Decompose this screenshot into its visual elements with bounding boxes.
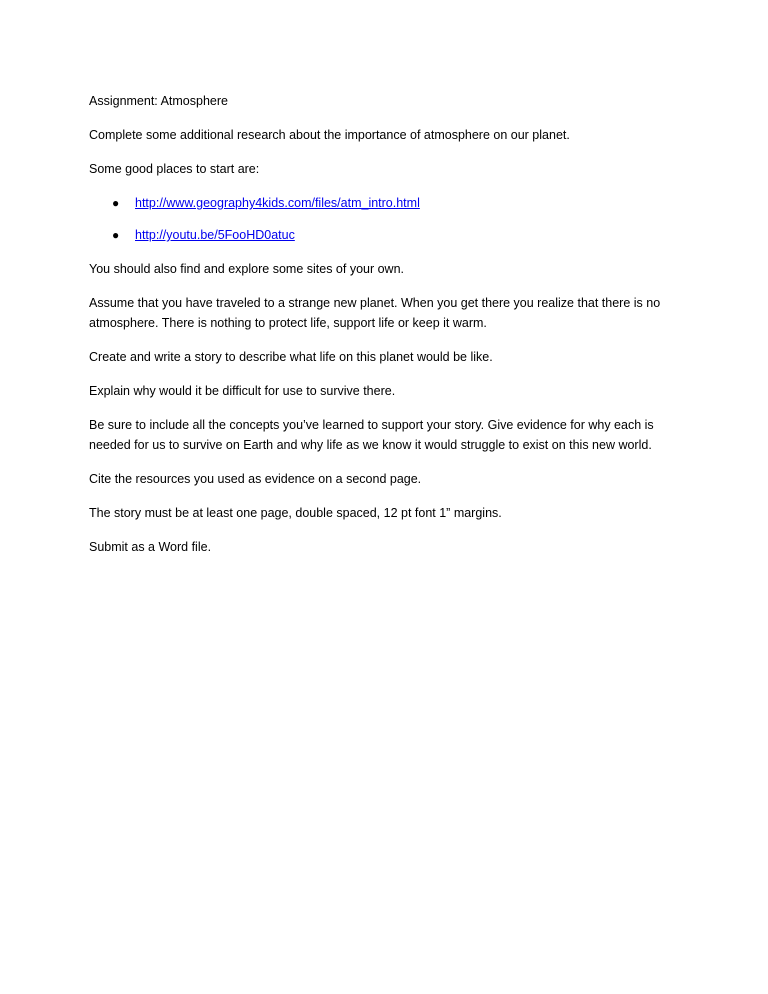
resource-link-youtube[interactable]: http://youtu.be/5FooHD0atuc	[135, 228, 295, 242]
explore-paragraph: You should also find and explore some sites of your own.	[89, 262, 405, 276]
document-body	[89, 91, 689, 571]
intro-paragraph: Complete some additional research about the importance of atmosphere on our planet.	[89, 128, 570, 142]
cite-paragraph: Cite the resources you used as evidence on a second page.	[89, 472, 422, 486]
places-lead-paragraph: Some good places to start are:	[89, 162, 260, 176]
assignment-title: Assignment: Atmosphere	[89, 94, 228, 108]
explain-paragraph: Explain why would it be difficult for use to survive there.	[89, 384, 396, 398]
list-item	[89, 193, 689, 213]
resource-link-list	[89, 193, 689, 245]
requirements-paragraph: The story must be at least one page, double spaced, 12 pt font 1” margins.	[89, 506, 502, 520]
list-item	[89, 225, 689, 245]
submit-paragraph: Submit as a Word file.	[89, 540, 212, 554]
concepts-paragraph: Be sure to include all the concepts you’ve learned to support your story. Give evidence for why each is needed for us to survive on Earth and why life as we know it would struggle to exist on this new world.	[89, 418, 654, 452]
scenario-paragraph: Assume that you have traveled to a strange new planet. When you get there you realize that there is no atmosphere. There is nothing to protect life, support life or keep it warm.	[89, 296, 661, 330]
create-paragraph: Create and write a story to describe what life on this planet would be like.	[89, 350, 493, 364]
resource-link-geography4kids[interactable]: http://www.geography4kids.com/files/atm_intro.html	[135, 196, 420, 210]
bullet-icon: ●	[112, 228, 120, 242]
bullet-icon: ●	[112, 196, 120, 210]
